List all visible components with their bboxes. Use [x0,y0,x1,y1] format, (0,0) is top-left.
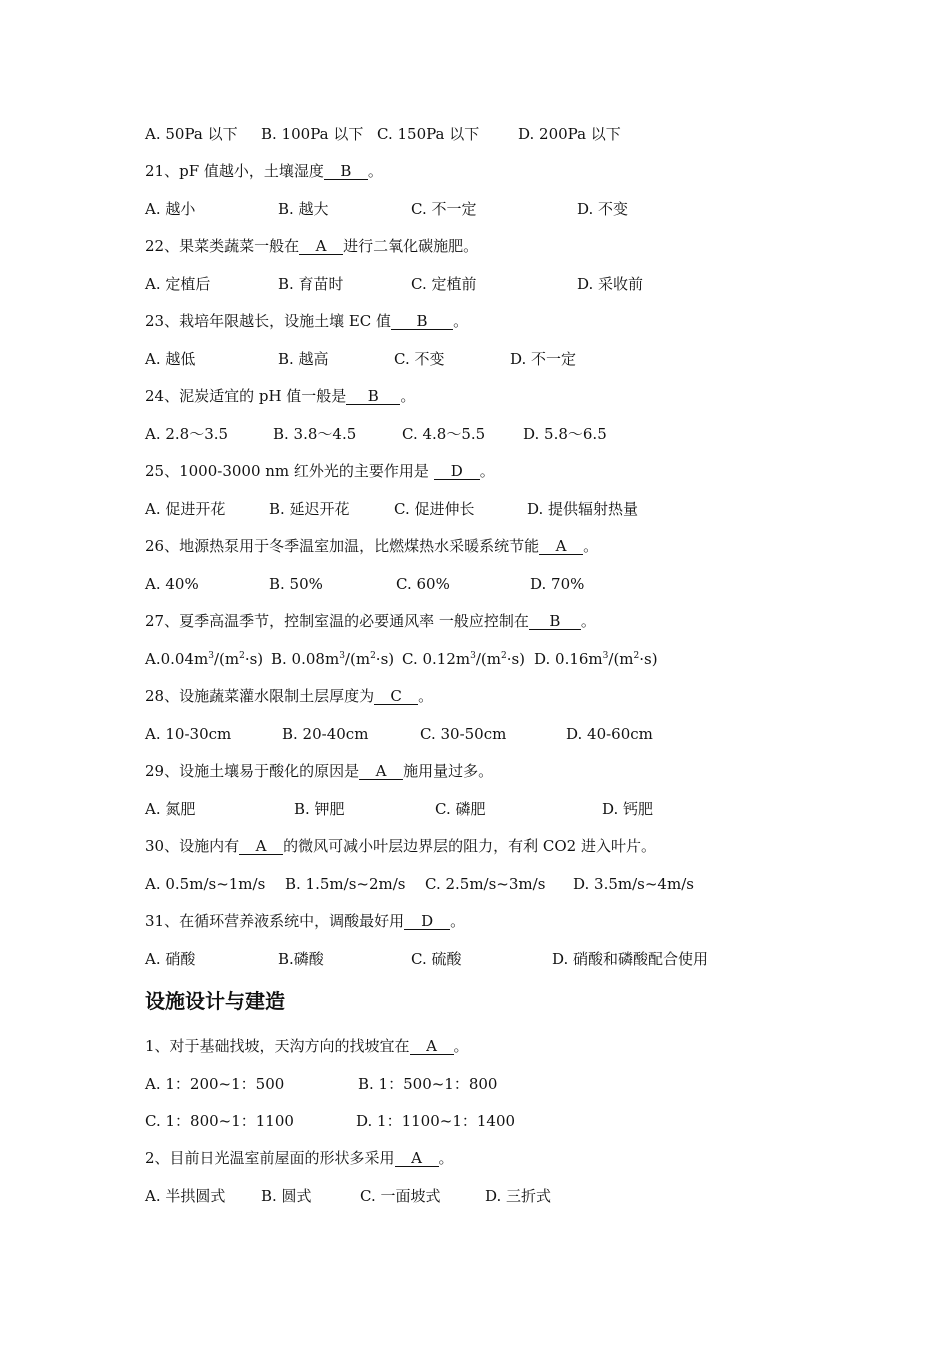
q27-option-d-unit-end: ·s) [639,650,658,668]
q30-option-d: D. 3.5m/s~4m/s [573,875,694,893]
q27-option-d [534,649,658,669]
q25-question [145,461,495,481]
q27-option-a-unit: /(m [213,650,240,668]
q29-stem-end: 施用量过多。 [403,762,494,780]
q21-answer: B [324,163,368,180]
q20-option-b: B. 100Pa 以下 [261,125,364,143]
q27-option-c-unit-end: ·s) [506,650,526,668]
q27-option-b-sup3: 3 [339,651,345,661]
q27-option-d-sup2: 2 [633,651,640,661]
q22-option-b: B. 育苗时 [278,275,344,293]
q31-answer: D [404,913,450,930]
q27-option-a-sup2: 2 [239,651,245,661]
q23-option-a: A. 越低 [145,350,196,368]
q31-option-d: D. 硝酸和磷酸配合使用 [552,950,709,968]
s2-question [145,1148,454,1168]
s2-stem: 2、目前日光温室前屋面的形状多采用 [145,1149,395,1167]
q22-stem: 22、果菜类蔬菜一般在 [145,237,300,255]
q29-option-d: D. 钙肥 [602,800,654,818]
q28-option-d: D. 40-60cm [566,725,653,743]
q27-option-a-unit-end: ·s) [244,650,264,668]
q22-option-a: A. 定植后 [145,275,211,293]
q28-question [145,686,433,706]
q27-option-c-sup3: 3 [470,651,476,661]
q25-option-d: D. 提供辐射热量 [527,500,639,518]
q31-option-a: A. 硝酸 [145,950,196,968]
q26-option-c: C. 60% [396,575,450,593]
q25-stem: 25、1000-3000 nm 红外光的主要作用是 [145,462,434,480]
q24-option-d: D. 5.8～6.5 [523,425,607,443]
q23-option-d: D. 不一定 [510,350,577,368]
s2-option-b: B. 圆式 [261,1187,312,1205]
q22-question [145,236,478,256]
q21-stem: 21、pF 值越小，土壤湿度 [145,162,324,180]
s2-answer: A [395,1150,439,1167]
q24-option-a: A. 2.8～3.5 [145,425,229,443]
q23-option-c: C. 不变 [394,350,445,368]
q21-option-d: D. 不变 [577,200,629,218]
q26-option-a: A. 40% [145,575,199,593]
q27-option-a-value: A.0.04m [145,650,209,668]
q31-option-b: B.磷酸 [278,950,324,968]
q27-option-c-value: C. 0.12m [402,650,471,668]
s2-option-c: C. 一面坡式 [360,1187,441,1205]
s1-answer: A [410,1038,454,1055]
q28-stem-end: 。 [418,687,434,705]
s1-option-b: B. 1：500~1：800 [358,1075,498,1093]
q21-question [145,161,383,181]
s1-stem-end: 。 [453,1037,469,1055]
q27-option-c-unit: /(m [475,650,501,668]
q23-stem: 23、栽培年限越长，设施土壤 EC 值 [145,312,392,330]
q23-stem-end: 。 [453,312,469,330]
q27-option-d-sup3: 3 [602,651,609,661]
q26-option-b: B. 50% [269,575,323,593]
s1-option-c: C. 1：800~1：1100 [145,1112,294,1130]
q28-stem: 28、设施蔬菜灌水限制土层厚度为 [145,687,375,705]
q30-stem: 30、设施内有 [145,837,240,855]
q26-stem-end: 。 [583,537,599,555]
q22-answer: A [299,238,343,255]
q24-stem-end: 。 [400,387,416,405]
q30-option-c: C. 2.5m/s~3m/s [425,875,546,893]
q23-answer: B [391,313,453,330]
q31-question [145,911,465,931]
q30-stem-end: 的微风可减小叶层边界层的阻力，有利 CO2 进入叶片。 [283,837,656,855]
s1-stem: 1、对于基础找坡，天沟方向的找坡宜在 [145,1037,410,1055]
q20-option-c: C. 150Pa 以下 [377,125,480,143]
q22-option-c: C. 定植前 [411,275,477,293]
s2-option-a: A. 半拱圆式 [145,1187,226,1205]
q25-option-c: C. 促进伸长 [394,500,475,518]
q29-stem: 29、设施土壤易于酸化的原因是 [145,762,360,780]
q27-option-c-sup2: 2 [500,651,507,661]
q27-option-b-sup2: 2 [370,651,376,661]
s1-option-d: D. 1：1100~1：1400 [356,1112,516,1130]
q31-stem: 31、在循环营养液系统中，调酸最好用 [145,912,405,930]
q26-option-d: D. 70% [530,575,585,593]
q27-option-b-unit: /(m [344,650,371,668]
q24-answer: B [346,388,400,405]
q25-answer: D [434,463,480,480]
q27-question [145,611,596,631]
q30-answer: A [239,838,283,855]
q24-option-c: C. 4.8～5.5 [402,425,486,443]
q26-question [145,536,598,556]
q27-answer: B [529,613,581,630]
q27-stem: 27、夏季高温季节，控制室温的必要通风率 一般应控制在 [145,612,529,630]
q27-option-a-sup3: 3 [208,651,214,661]
q21-option-b: B. 越大 [278,200,329,218]
s1-question [145,1036,469,1056]
q29-option-c: C. 磷肥 [435,800,486,818]
q21-option-c: C. 不一定 [411,200,477,218]
q23-option-b: B. 越高 [278,350,329,368]
s2-stem-end: 。 [438,1149,454,1167]
q25-option-a: A. 促进开花 [145,500,226,518]
q27-stem-end: 。 [580,612,596,630]
q27-option-d-unit: /(m [608,650,634,668]
q21-stem-end: 。 [367,162,383,180]
section-title: 设施设计与建造 [145,989,285,1013]
q21-option-a: A. 越小 [145,200,196,218]
q27-option-d-value: D. 0.16m [534,650,603,668]
q25-option-b: B. 延迟开花 [269,500,350,518]
q22-stem-end: 进行二氧化碳施肥。 [343,237,479,255]
q22-option-d: D. 采收前 [577,275,644,293]
q26-stem: 26、地源热泵用于冬季温室加温，比燃煤热水采暖系统节能 [145,537,540,555]
q30-question [145,836,656,856]
q31-option-c: C. 硫酸 [411,950,462,968]
q27-option-c [402,649,525,669]
q27-option-b-value: B. 0.08m [271,650,340,668]
q28-option-a: A. 10-30cm [145,725,232,743]
s2-option-d: D. 三折式 [485,1187,552,1205]
q27-option-a [145,649,263,669]
q29-question [145,761,493,781]
q28-option-c: C. 30-50cm [420,725,507,743]
q28-option-b: B. 20-40cm [282,725,369,743]
q29-option-b: B. 钾肥 [294,800,345,818]
q24-question [145,386,415,406]
s1-option-a: A. 1：200~1：500 [145,1075,285,1093]
q27-option-b-unit-end: ·s) [375,650,395,668]
q29-answer: A [359,763,403,780]
q20-option-d: D. 200Pa 以下 [518,125,621,143]
q24-stem: 24、泥炭适宜的 pH 值一般是 [145,387,347,405]
q24-option-b: B. 3.8～4.5 [273,425,357,443]
q25-stem-end: 。 [479,462,495,480]
q27-option-b [271,649,394,669]
q28-answer: C [374,688,418,705]
q23-question [145,311,468,331]
q29-option-a: A. 氮肥 [145,800,196,818]
q30-option-b: B. 1.5m/s~2m/s [285,875,406,893]
q30-option-a: A. 0.5m/s~1m/s [145,875,266,893]
q26-answer: A [539,538,583,555]
q31-stem-end: 。 [450,912,466,930]
q20-option-a: A. 50Pa 以下 [145,125,238,143]
